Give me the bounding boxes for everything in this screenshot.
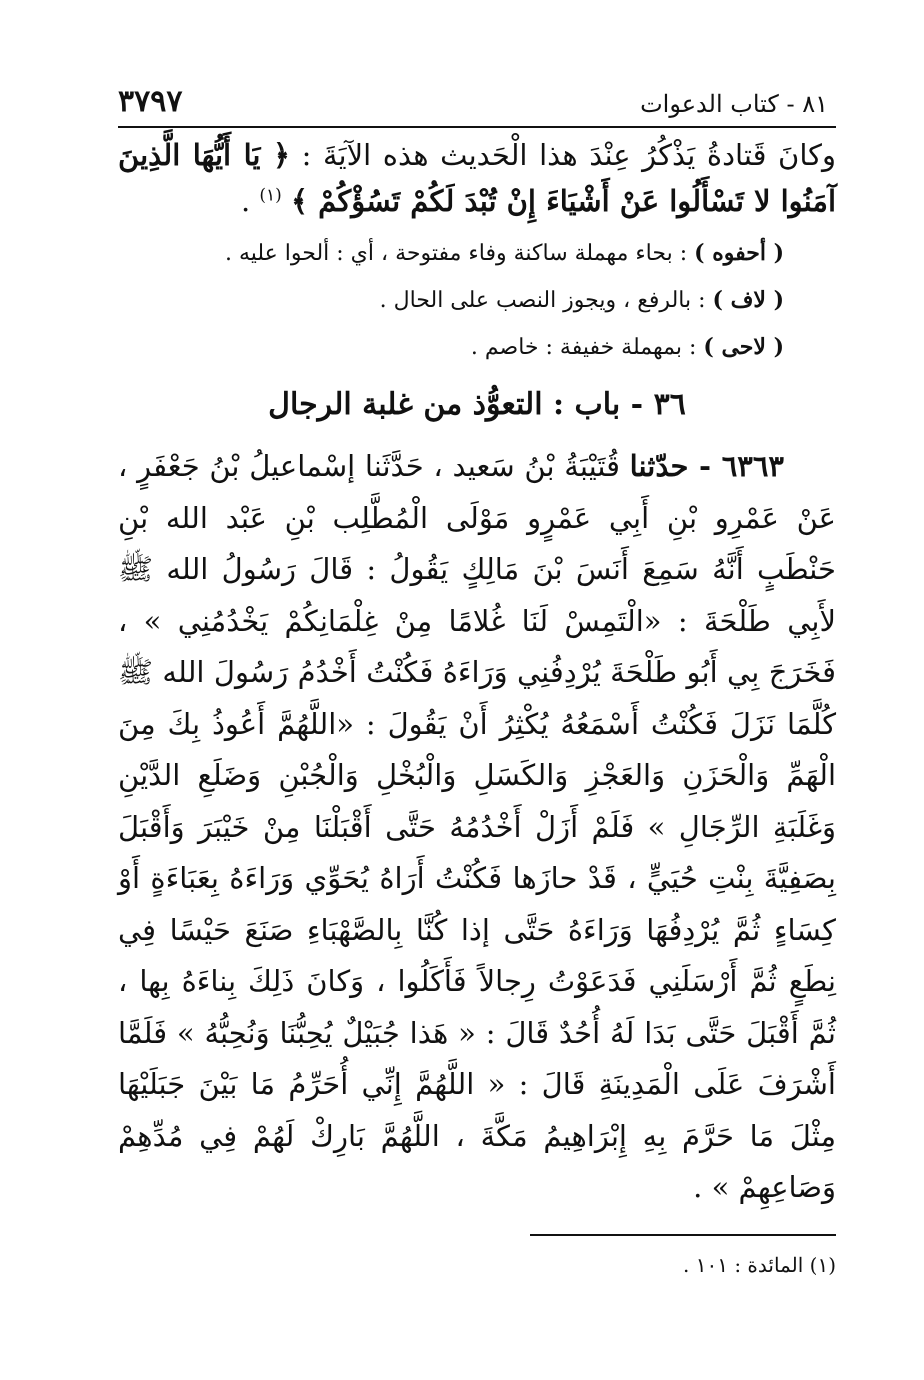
chapter-title: ٣٦ - باب : التعوُّذ من غلبة الرجال [268, 387, 686, 422]
intro-end: . [240, 184, 260, 218]
gloss-text: : بالرفع ، ويجوز النصب على الحال . [379, 288, 713, 313]
gloss-term: ( لاف ) [712, 287, 784, 313]
intro-text: وكانَ قَتادةُ يَذْكُرُ عِنْدَ هذا الْحَديث هذه الآيَةَ : [289, 138, 836, 172]
footnote-marker: (١) [259, 185, 282, 206]
gloss-item [118, 230, 836, 277]
running-title: ٨١ - كتاب الدعوات [640, 90, 828, 118]
gloss-term: ( أحفوه ) [694, 240, 784, 266]
header-rule [118, 126, 836, 128]
gloss-item [118, 277, 836, 324]
footnote: (١) المائدة : ١٠١ . [683, 1253, 836, 1277]
page-number: ٣٧٩٧ [118, 84, 183, 119]
main-text [118, 132, 836, 1214]
gloss-list [118, 230, 836, 371]
gloss-text: : بحاء مهملة ساكنة وفاء مفتوحة ، أي : ألحوا عليه . [224, 241, 695, 266]
hadith-paragraph [118, 441, 836, 1214]
page-header [118, 84, 836, 124]
gloss-text: : بمهملة خفيفة : خاصم . [470, 335, 704, 360]
quran-verse: ﴿ يَا أَيُّهَا الَّذِينَ آمَنُوا لا تَسْأَلُوا عَنْ أَشْيَاءَ إِنْ تُبْدَ لَكُمْ تَسُؤْكُمْ ﴾ [118, 138, 836, 218]
hadith-number: ٦٣٦٣ - حدّثنا [629, 449, 784, 483]
footnote-rule [530, 1234, 836, 1236]
gloss-term: ( لاحى ) [703, 334, 784, 360]
hadith-text: قُتَيْبَةُ بْنُ سَعيد ، حَدَّثَنا إسْماعيلُ بْنُ جَعْفَرٍ ، عَنْ عَمْرِو بْنِ أَبِي عَمْرٍو مَوْلَى الْمُطَّلِب بْنِ عَبْد الله بْنِ حَنْطَبٍ أَنَّهُ سَمِعَ أَنَسَ بْنَ مَالِكٍ يَقُولُ : قَالَ رَسُولُ الله ﷺ لأَبِي طَلْحَةَ : «الْتَمِسْ لَنَا غُلامًا مِنْ غِلْمَانِكُمْ يَخْدُمُنِي » ، فَخَرَجَ بِي أَبُو طَلْحَةَ يُرْدِفُنِي وَرَاءَهُ فَكُنْتُ أَخْدُمُ رَسُولَ الله ﷺ كُلَّمَا نَزَلَ فَكُنْتُ أَسْمَعُهُ يُكْثِرُ أَنْ يَقُولَ : «اللَّهُمَّ أَعُوذُ بِكَ مِنَ الْهَمِّ وَالْحَزَنِ وَالعَجْزِ وَالكَسَلِ وَالْبُخْلِ وَالْجُبْنِ وَضَلَعِ الدَّيْنِ وَغَلَبَةِ الرِّجَالِ » فَلَمْ أَزَلْ أَخْدُمُهُ حَتَّى أَقْبَلْنَا مِنْ خَيْبَرَ وَأَقْبَلَ بِصَفِيَّةَ بِنْتِ حُيَيٍّ ، قَدْ حازَها فَكُنْتُ أَرَاهُ يُحَوِّي وَرَاءَهُ بِعَبَاءَةٍ أَوْ كِسَاءٍ ثُمَّ يُرْدِفُهَا وَرَاءَهُ حَتَّى إذا كُنَّا بِالصَّهْبَاءِ صَنَعَ حَيْسًا فِي نِطَعٍ ثُمَّ أَرْسَلَنِي فَدَعَوْتُ رِجالاً فَأَكَلُوا ، وَكانَ ذَلِكَ بِناءَهُ بِها ، ثُمَّ أَقْبَلَ حَتَّى بَدَا لَهُ أُحُدٌ قَالَ : « هَذا جُبَيْلٌ يُحِبُّنَا وَنُحِبُّهُ » فَلَمَّا أَشْرَفَ عَلَى الْمَدِينَةِ قَالَ : « اللَّهُمَّ إِنِّي أُحَرِّمُ مَا بَيْنَ جَبَلَيْهَا مِثْلَ مَا حَرَّمَ بِهِ إِبْرَاهِيمُ مَكَّةَ ، اللَّهُمَّ بَارِكْ لَهُمْ فِي مُدِّهِمْ وَصَاعِهِمْ » . [118, 449, 836, 1204]
gloss-item [118, 324, 836, 371]
intro-paragraph [118, 132, 836, 224]
